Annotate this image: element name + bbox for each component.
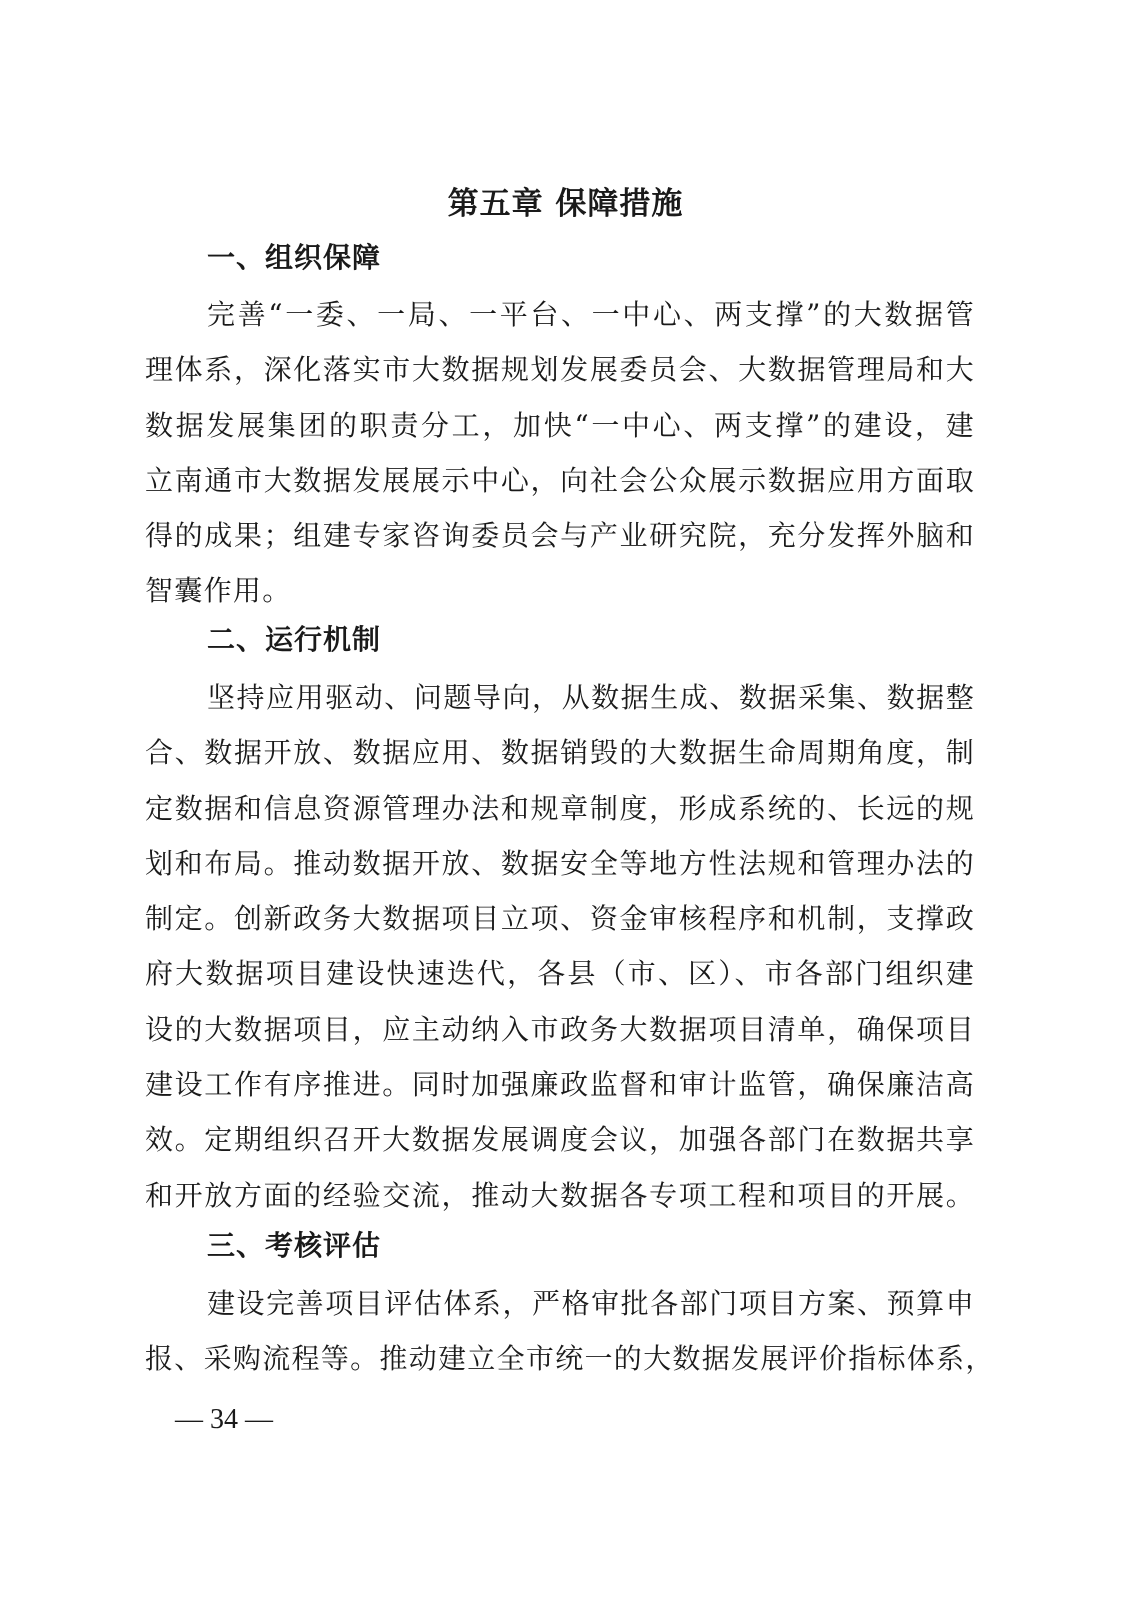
paragraph-line: 理体系，深化落实市大数据规划发展委员会、大数据管理局和大 (145, 353, 975, 387)
paragraph-line: 定数据和信息资源管理办法和规章制度，形成系统的、长远的规 (145, 791, 975, 825)
page-number: — 34 — (175, 1404, 273, 1435)
section-paragraph-assessment (145, 1276, 995, 1387)
paragraph-line: 效。定期组织召开大数据发展调度会议，加强各部门在数据共享 (145, 1123, 975, 1157)
section-heading-operation: 二、运行机制 (207, 623, 382, 656)
paragraph-line: 建设完善项目评估体系，严格审批各部门项目方案、预算申 (207, 1287, 975, 1320)
paragraph-line: 立南通市大数据发展展示中心，向社会公众展示数据应用方面取 (145, 463, 975, 497)
paragraph-line: 智囊作用。 (145, 574, 292, 608)
paragraph-line: 府大数据项目建设快速迭代，各县（市、区）、市各部门组织建 (145, 957, 975, 991)
chapter-title: 第五章 保障措施 (447, 186, 684, 222)
paragraph-line: 合、数据开放、数据应用、数据销毁的大数据生命周期角度，制 (145, 736, 975, 770)
paragraph-line: 数据发展集团的职责分工，加快“一中心、两支撑”的建设，建 (145, 408, 975, 442)
paragraph-line: 坚持应用驱动、问题导向，从数据生成、数据采集、数据整 (207, 681, 975, 714)
section-paragraph-organization (145, 287, 975, 619)
paragraph-line: 完善“一委、一局、一平台、一中心、两支撑”的大数据管 (207, 298, 975, 331)
paragraph-line: 制定。创新政务大数据项目立项、资金审核程序和机制，支撑政 (145, 902, 975, 936)
paragraph-line: 得的成果；组建专家咨询委员会与产业研究院，充分发挥外脑和 (145, 519, 975, 553)
section-paragraph-operation (145, 670, 975, 1223)
paragraph-line: 设的大数据项目，应主动纳入市政务大数据项目清单，确保项目 (145, 1012, 975, 1046)
paragraph-line: 建设工作有序推进。同时加强廉政监督和审计监管，确保廉洁高 (145, 1068, 975, 1102)
section-heading-organization: 一、组织保障 (207, 241, 382, 274)
section-heading-assessment: 三、考核评估 (207, 1229, 382, 1262)
paragraph-line: 划和布局。推动数据开放、数据安全等地方性法规和管理办法的 (145, 846, 975, 880)
paragraph-line: 报、采购流程等。推动建立全市统一的大数据发展评价指标体系， (145, 1342, 995, 1376)
paragraph-line: 和开放方面的经验交流，推动大数据各专项工程和项目的开展。 (145, 1178, 975, 1212)
